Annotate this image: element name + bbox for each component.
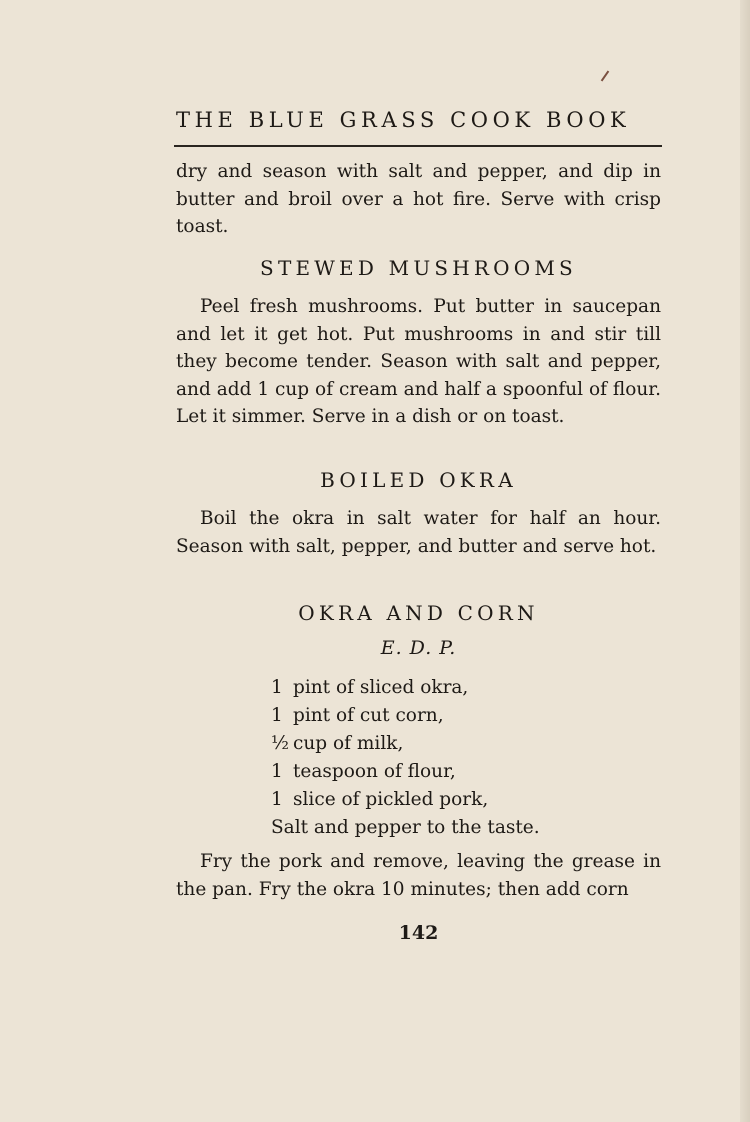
recipe-body-okra-and-corn: Fry the pork and remove, leaving the grease in the pan. Fry the okra 10 minutes; then add corn [176, 851, 661, 900]
recipe-title-boiled-okra: BOILED OKRA [320, 468, 517, 492]
recipe-title-okra-and-corn: OKRA AND CORN [298, 601, 539, 625]
recipe-byline: E. D. P. [380, 637, 457, 659]
ingredient-item [271, 702, 540, 730]
ingredient-qty: ½ [271, 733, 289, 754]
continued-paragraph: dry and season with salt and pepper, and dip in butter and broil over a hot fire. Serve with crisp toast. [176, 161, 661, 237]
header-rule [174, 145, 662, 147]
ingredient-item [271, 674, 540, 702]
recipe-title-stewed-mushrooms: STEWED MUSHROOMS [260, 256, 577, 280]
ingredient-qty: 1 [271, 677, 283, 698]
ingredient-text: pint of cut corn, [293, 705, 444, 726]
ink-mark [601, 71, 610, 82]
recipe-body-stewed-mushrooms: Peel fresh mushrooms. Put butter in saucepan and let it get hot. Put mushrooms in and stir till they become tender. Season with salt and pepper, and add 1 cup of cream and half a spoonful of flour. Let it simmer. Serve in a dish or on toast. [176, 296, 661, 427]
ingredient-text: teaspoon of flour, [293, 761, 456, 782]
ingredient-text: cup of milk, [293, 733, 404, 754]
ingredient-qty: 1 [271, 789, 283, 810]
ingredient-list [271, 674, 540, 842]
ingredient-item [271, 814, 540, 842]
ingredient-text: slice of pickled pork, [293, 789, 489, 810]
ingredient-text: pint of sliced okra, [293, 677, 469, 698]
ingredient-item [271, 786, 540, 814]
ingredient-item [271, 730, 540, 758]
page-number: 142 [398, 922, 439, 944]
page-edge [740, 0, 750, 1122]
ingredient-item [271, 758, 540, 786]
running-head: THE BLUE GRASS COOK BOOK [176, 108, 631, 132]
recipe-body-boiled-okra: Boil the okra in salt water for half an hour. Season with salt, pepper, and butter and serve hot. [176, 508, 661, 557]
ingredient-qty: 1 [271, 761, 283, 782]
ingredient-text: Salt and pepper to the taste. [271, 817, 540, 838]
ingredient-qty: 1 [271, 705, 283, 726]
